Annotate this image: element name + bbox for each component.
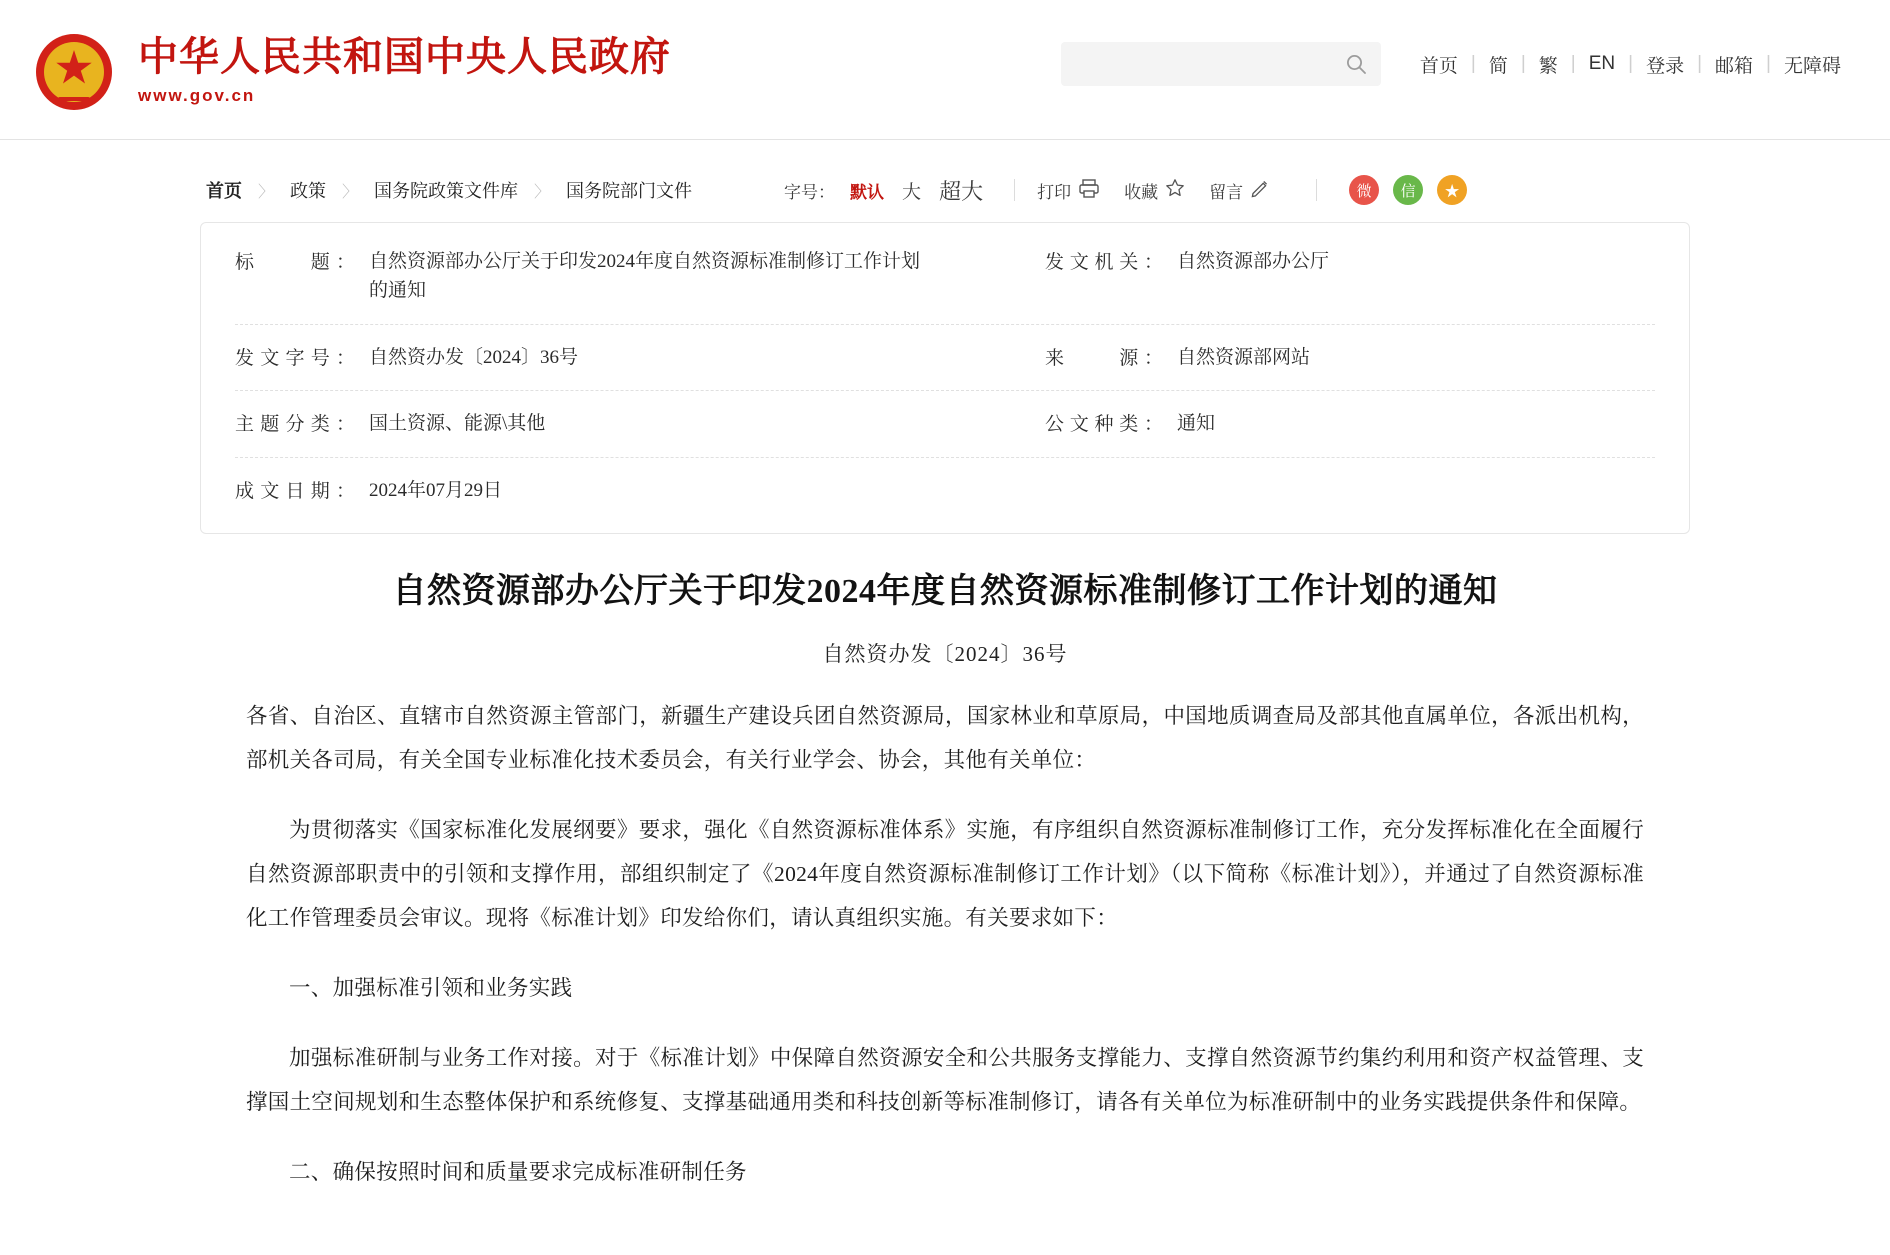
- meta-document-number: [235, 343, 945, 372]
- site-header: [0, 0, 1890, 140]
- meta-date-value: 2024年07月29日: [369, 479, 503, 501]
- font-size-default[interactable]: 默认: [850, 182, 885, 202]
- favorite-label: 收藏: [1124, 182, 1159, 202]
- chevron-right-icon: 〉: [534, 183, 551, 201]
- favorite-share-icon[interactable]: ★: [1437, 175, 1467, 205]
- comment-button[interactable]: [1209, 178, 1270, 203]
- nav-link-english[interactable]: EN: [1588, 53, 1616, 74]
- doc-intro: 为贯彻落实《国家标准化发展纲要》要求，强化《自然资源标准体系》实施，有序组织自然资源标准制修订工作，充分发挥标准化在全面履行自然资源部职责中的引领和支撑作用，部组织制定了《2024年度自然资源标准制修订工作计划》（以下简称《标准计划》），并通过了自然资源标准化工作管理委员会审议。现将《标准计划》印发给你们，请认真组织实施。有关要求如下：: [246, 817, 1644, 931]
- meta-source-value: 自然资源部网站: [1177, 346, 1311, 368]
- nav-link-home[interactable]: 首页: [1419, 55, 1458, 77]
- document-number: 自然资办发〔2024〕36号: [822, 641, 1068, 666]
- chevron-right-icon: 〉: [342, 183, 359, 201]
- chevron-right-icon: 〉: [258, 183, 275, 201]
- doc-section-2-heading: 二、确保按照时间和质量要求完成标准研制任务: [289, 1160, 747, 1185]
- meta-issuing-agency-key: 发文机关：: [1045, 252, 1163, 273]
- toolbar-divider: [1014, 179, 1015, 201]
- star-outline-icon: [1165, 178, 1185, 203]
- nav-separator: |: [1570, 53, 1576, 74]
- meta-row: [235, 458, 1655, 523]
- meta-category-value: 国土资源、能源\其他: [369, 413, 546, 435]
- article-toolbar: [784, 175, 1467, 206]
- nav-separator: |: [1470, 53, 1476, 74]
- printer-icon: [1078, 178, 1100, 203]
- nav-separator: |: [1766, 53, 1771, 74]
- nav-separator: |: [1520, 53, 1526, 74]
- meta-category: [235, 409, 945, 438]
- breadcrumb-item-policy[interactable]: 政策: [290, 181, 327, 201]
- breadcrumb: [206, 177, 692, 203]
- meta-doc-type-value: 通知: [1177, 413, 1216, 435]
- meta-date: [235, 476, 945, 505]
- font-size-xlarge[interactable]: 超大: [939, 178, 984, 204]
- meta-row: [235, 229, 1655, 325]
- site-logo[interactable]: [28, 24, 671, 116]
- nav-link-simplified[interactable]: 简: [1488, 55, 1508, 77]
- page-title: 自然资源部办公厅关于印发2024年度自然资源标准制修订工作计划的通知: [392, 573, 1498, 611]
- meta-category-key: 主题分类：: [235, 414, 355, 436]
- breadcrumb-item-home[interactable]: 首页: [206, 181, 242, 201]
- font-size-label: 字号：: [784, 182, 836, 202]
- nav-link-accessibility[interactable]: 无障碍: [1783, 55, 1841, 77]
- breadcrumb-item-department-docs[interactable]: 国务院部门文件: [566, 181, 693, 201]
- meta-title-key: 标 题：: [235, 252, 355, 273]
- breadcrumb-row: [200, 166, 1690, 214]
- nav-separator: |: [1628, 53, 1634, 74]
- meta-document-number-value: 自然资办发〔2024〕36号: [369, 346, 579, 368]
- toolbar-divider: [1316, 179, 1317, 201]
- meta-document-number-key: 发文字号：: [235, 347, 355, 369]
- pencil-icon: [1250, 178, 1270, 203]
- nav-separator: |: [1697, 53, 1703, 74]
- meta-doc-type: [945, 409, 1655, 438]
- meta-title: [235, 247, 945, 306]
- site-title: 中华人民共和国中央人民政府: [138, 33, 671, 79]
- search-box[interactable]: [1061, 42, 1381, 86]
- meta-date-key: 成文日期：: [235, 480, 355, 502]
- top-nav-links: [1407, 51, 1854, 78]
- meta-source-key: 来 源：: [1045, 347, 1163, 369]
- meta-issuing-agency-value: 自然资源部办公厅: [1177, 251, 1330, 272]
- favorite-button[interactable]: [1124, 178, 1185, 203]
- meta-doc-type-key: 公文种类：: [1045, 414, 1163, 436]
- header-right: [1061, 42, 1854, 86]
- comment-label: 留言: [1209, 182, 1244, 202]
- print-button[interactable]: [1037, 178, 1100, 203]
- article-body: [200, 534, 1690, 1194]
- nav-link-login[interactable]: 登录: [1646, 55, 1685, 77]
- meta-source: [945, 343, 1655, 372]
- document-meta-card: [200, 222, 1690, 534]
- doc-recipients: 各省、自治区、直辖市自然资源主管部门，新疆生产建设兵团自然资源局，国家林业和草原局，中国地质调查局及部其他直属单位，各派出机构，部机关各司局，有关全国专业标准化技术委员会，有关行业学会、协会，其他有关单位：: [246, 703, 1644, 772]
- meta-empty: [945, 476, 1655, 505]
- meta-title-value: 自然资源部办公厅关于印发2024年度自然资源标准制修订工作计划的通知: [369, 251, 921, 302]
- national-emblem-icon: [28, 24, 120, 116]
- doc-section-1-body: 加强标准研制与业务工作对接。对于《标准计划》中保障自然资源安全和公共服务支撑能力、支撑自然资源节约集约利用和资产权益管理、支撑国土空间规划和生态整体保护和系统修复、支撑基础通用类和科技创新等标准制修订，请各有关单位为标准研制中的业务实践提供条件和保障。: [246, 1046, 1644, 1115]
- meta-issuing-agency: [945, 247, 1655, 306]
- meta-row: [235, 325, 1655, 391]
- font-size-large[interactable]: 大: [902, 181, 922, 203]
- meta-row: [235, 391, 1655, 457]
- weibo-share-icon[interactable]: 微: [1349, 175, 1379, 205]
- doc-section-1-heading: 一、加强标准引领和业务实践: [289, 976, 573, 1001]
- print-label: 打印: [1037, 182, 1072, 202]
- search-icon[interactable]: [1345, 53, 1367, 75]
- breadcrumb-item-policy-library[interactable]: 国务院政策文件库: [374, 181, 519, 201]
- page-content: [200, 140, 1690, 1194]
- nav-link-traditional[interactable]: 繁: [1538, 55, 1558, 77]
- site-url: www.gov.cn: [138, 85, 256, 105]
- nav-link-mail[interactable]: 邮箱: [1715, 55, 1754, 77]
- search-input[interactable]: [1075, 55, 1345, 74]
- share-group: [1349, 175, 1467, 205]
- wechat-share-icon[interactable]: 信: [1393, 175, 1423, 205]
